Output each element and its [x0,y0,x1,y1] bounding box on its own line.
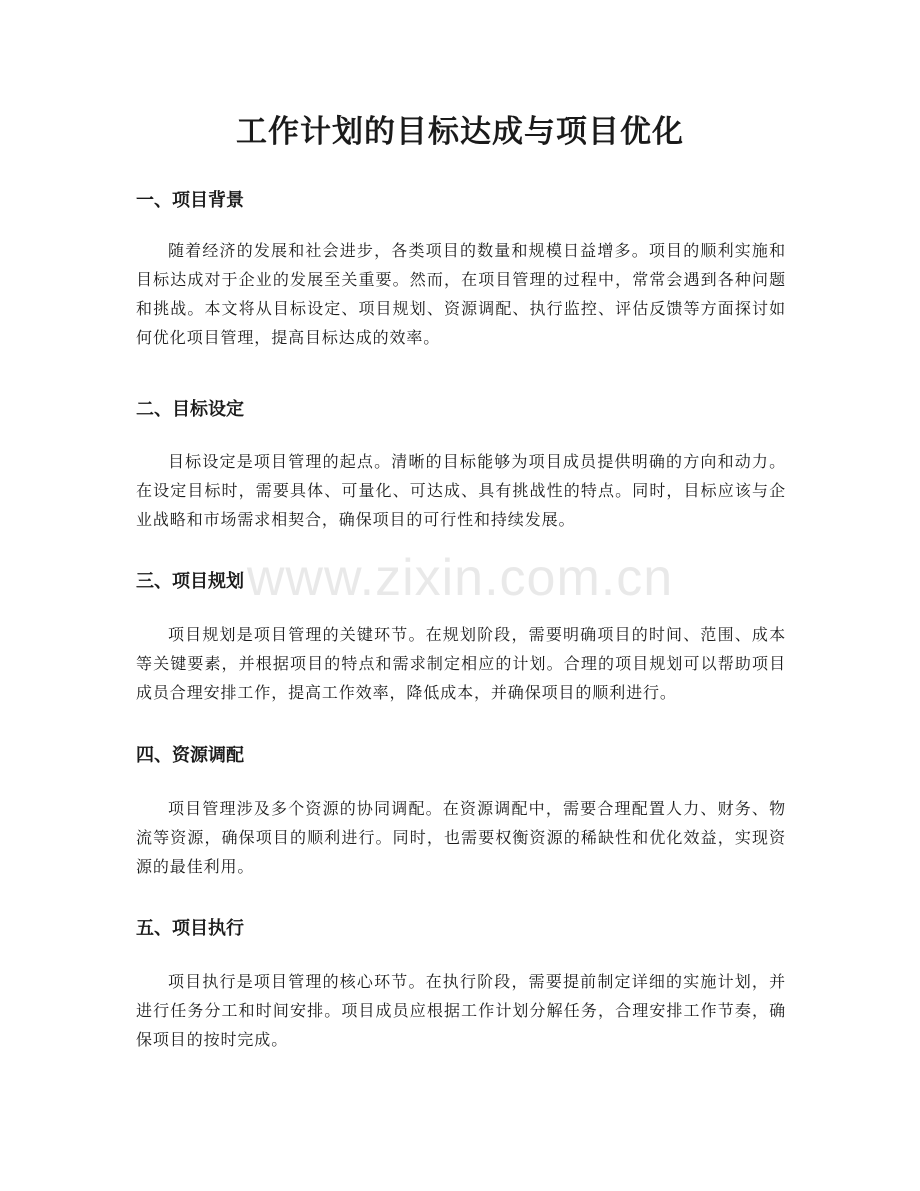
section-paragraph-execution: 项目执行是项目管理的核心环节。在执行阶段，需要提前制定详细的实施计划，并进行任务分工和时间安排。项目成员应根据工作计划分解任务，合理安排工作节奏，确保项目的按时完成。 [136,972,786,1049]
section-heading-planning: 三、项目规划 [136,571,244,592]
section-heading-background: 一、项目背景 [136,190,244,211]
section-heading-goal-setting: 二、目标设定 [136,399,244,420]
document-title: 工作计划的目标达成与项目优化 [236,114,684,150]
section-paragraph-planning: 项目规划是项目管理的关键环节。在规划阶段，需要明确项目的时间、范围、成本等关键要素，并根据项目的特点和需求制定相应的计划。合理的项目规划可以帮助项目成员合理安排工作，提高工作效率，降低成本，并确保项目的顺利进行。 [136,625,786,702]
section-paragraph-resources: 项目管理涉及多个资源的协同调配。在资源调配中，需要合理配置人力、财务、物流等资源，确保项目的顺利进行。同时，也需要权衡资源的稀缺性和优化效益，实现资源的最佳利用。 [136,799,786,876]
section-paragraph-background: 随着经济的发展和社会进步，各类项目的数量和规模日益增多。项目的顺利实施和目标达成对于企业的发展至关重要。然而，在项目管理的过程中，常常会遇到各种问题和挑战。本文将从目标设定、项目规划、资源调配、执行监控、评估反馈等方面探讨如何优化项目管理，提高目标达成的效率。 [136,241,786,347]
section-heading-resources: 四、资源调配 [136,745,244,766]
section-paragraph-goal-setting: 目标设定是项目管理的起点。清晰的目标能够为项目成员提供明确的方向和动力。在设定目标时，需要具体、可量化、可达成、具有挑战性的特点。同时，目标应该与企业战略和市场需求相契合，确保项目的可行性和持续发展。 [136,452,786,529]
section-heading-execution: 五、项目执行 [136,918,244,939]
watermark: www.zixin.com.cn [246,549,674,607]
